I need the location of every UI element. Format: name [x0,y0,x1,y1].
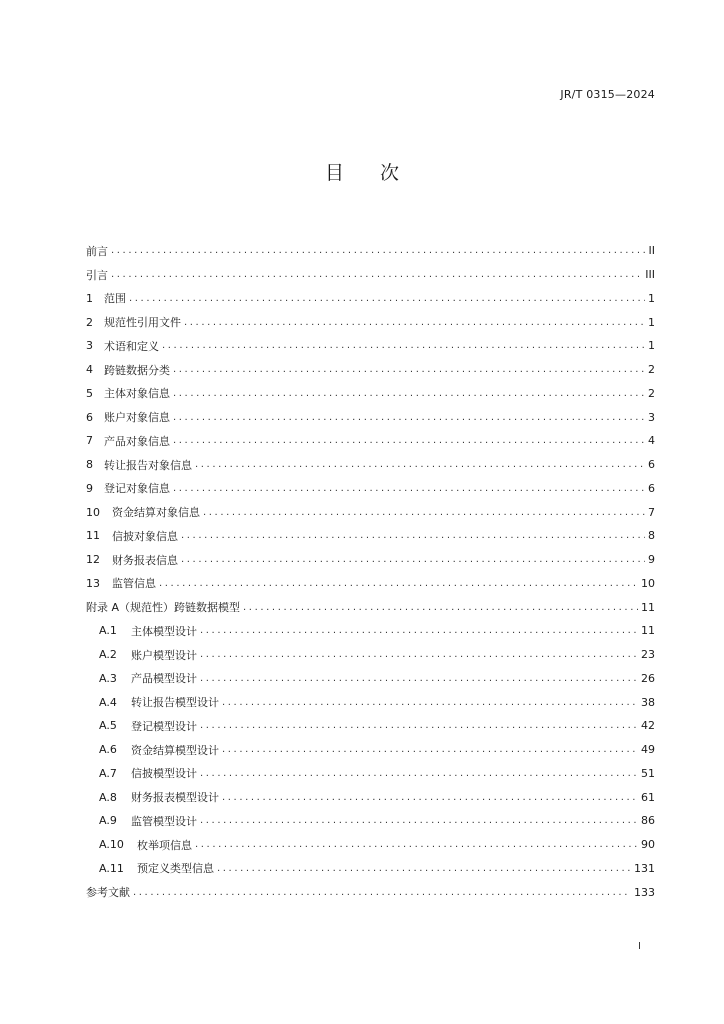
dot-leader [173,483,645,494]
toc-page: 11 [641,624,655,638]
toc-label: 信披模型设计 [131,767,197,781]
toc-page: 2 [648,386,655,400]
toc-entry-9[interactable] [86,477,655,501]
title-char-2: 次 [380,162,400,184]
toc-number: 6 [86,410,93,424]
toc-label: 产品对象信息 [104,434,170,448]
toc-entry-1[interactable] [86,287,655,311]
toc-label: 范围 [104,292,126,306]
toc-label: 预定义类型信息 [137,862,214,876]
dot-leader [181,530,645,541]
toc-number: A.10 [99,838,124,852]
dot-leader [129,293,645,304]
toc-number: 13 [86,576,100,590]
toc-label: 资金结算模型设计 [131,743,219,757]
toc-number: A.8 [99,790,117,804]
toc-entry-a3[interactable] [86,667,655,691]
toc-page: 7 [648,505,655,519]
toc-page: 1 [648,291,655,305]
toc-entry-a6[interactable] [86,738,655,762]
page-number: I [638,941,641,952]
toc-label: 监管模型设计 [131,814,197,828]
dot-leader [133,887,631,898]
toc-number: A.4 [99,695,117,709]
dot-leader [203,507,645,518]
toc-number: 1 [86,291,93,305]
toc-number: A.7 [99,766,117,780]
toc-entry-a8[interactable] [86,785,655,809]
toc-label: 附录 A（规范性）跨链数据模型 [86,601,241,615]
toc-entry-a1[interactable] [86,619,655,643]
toc-entry-2[interactable] [86,310,655,334]
toc-entry-12[interactable] [86,548,655,572]
dot-leader [173,364,645,375]
dot-leader [173,388,645,399]
dot-leader [111,269,642,280]
dot-leader [195,839,638,850]
toc-number: A.5 [99,719,117,733]
toc-label: 资金结算对象信息 [112,506,200,520]
toc-label: 引言 [86,268,108,282]
toc-number: 5 [86,386,93,400]
toc-page: 1 [648,315,655,329]
toc-number: 8 [86,458,93,472]
toc-label: 参考文献 [86,886,130,900]
toc-page: 49 [641,743,655,757]
toc-page: 38 [641,695,655,709]
toc-label: 转让报告对象信息 [104,458,192,472]
toc-number: 10 [86,505,100,519]
page-title [0,158,724,185]
toc-entry-13[interactable] [86,572,655,596]
toc-page: 8 [648,529,655,543]
toc-label: 账户模型设计 [131,648,197,662]
dot-leader [200,673,638,684]
toc-page: 26 [641,671,655,685]
dot-leader [111,245,646,256]
toc-label: 枚举项信息 [137,838,192,852]
toc-entry-10[interactable] [86,500,655,524]
toc-label: 登记模型设计 [131,719,197,733]
toc-entry-6[interactable] [86,405,655,429]
dot-leader [200,720,638,731]
toc-page: 1 [648,339,655,353]
toc-label: 规范性引用文件 [104,316,181,330]
toc-entry-8[interactable] [86,453,655,477]
table-of-contents [86,239,655,904]
dot-leader [217,863,631,874]
dot-leader [200,649,638,660]
toc-entry-foreword[interactable] [86,239,655,263]
document-code: JR/T 0315—2024 [560,88,655,101]
toc-number: A.3 [99,671,117,685]
title-char-1: 目 [324,162,344,184]
toc-entry-7[interactable] [86,429,655,453]
toc-entry-a4[interactable] [86,690,655,714]
dot-leader [200,768,638,779]
toc-entry-3[interactable] [86,334,655,358]
toc-page: 42 [641,719,655,733]
toc-label: 监管信息 [112,577,156,591]
toc-number: A.6 [99,743,117,757]
dot-leader [222,744,638,755]
toc-page: 4 [648,434,655,448]
toc-page: 23 [641,648,655,662]
toc-page: 133 [634,885,655,899]
toc-label: 账户对象信息 [104,411,170,425]
toc-number: 11 [86,529,100,543]
toc-entry-a5[interactable] [86,714,655,738]
dot-leader [162,340,645,351]
toc-page: 10 [641,576,655,590]
toc-entry-5[interactable] [86,382,655,406]
toc-page: 9 [648,553,655,567]
toc-number: A.1 [99,624,117,638]
dot-leader [195,459,645,470]
toc-number: 12 [86,553,100,567]
toc-number: A.2 [99,648,117,662]
toc-label: 信披对象信息 [112,529,178,543]
toc-entry-4[interactable] [86,358,655,382]
dot-leader [173,412,645,423]
toc-number: 4 [86,363,93,377]
toc-number: A.11 [99,861,124,875]
toc-label: 主体对象信息 [104,387,170,401]
toc-page: 90 [641,838,655,852]
toc-number: A.9 [99,814,117,828]
toc-page: 11 [641,600,655,614]
toc-entry-appendix-a[interactable] [86,595,655,619]
toc-page: 61 [641,790,655,804]
toc-page: 86 [641,814,655,828]
dot-leader [200,625,638,636]
dot-leader [159,578,638,589]
toc-page: 131 [634,861,655,875]
toc-label: 跨链数据分类 [104,363,170,377]
toc-entry-a9[interactable] [86,809,655,833]
toc-label: 产品模型设计 [131,672,197,686]
toc-number: 3 [86,339,93,353]
dot-leader [243,602,638,613]
toc-number: 9 [86,481,93,495]
toc-label: 登记对象信息 [104,482,170,496]
toc-label: 转让报告模型设计 [131,696,219,710]
toc-number: 7 [86,434,93,448]
toc-page: 6 [648,458,655,472]
dot-leader [200,815,638,826]
toc-entry-a10[interactable] [86,833,655,857]
toc-entry-11[interactable] [86,524,655,548]
toc-label: 术语和定义 [104,339,159,353]
dot-leader [181,554,645,565]
toc-label: 主体模型设计 [131,624,197,638]
toc-entry-a2[interactable] [86,643,655,667]
toc-label: 财务报表信息 [112,553,178,567]
toc-page: 2 [648,363,655,377]
toc-label: 前言 [86,244,108,258]
dot-leader [173,435,645,446]
toc-entry-a7[interactable] [86,762,655,786]
toc-page: 6 [648,481,655,495]
toc-page: 51 [641,766,655,780]
toc-entry-introduction[interactable] [86,263,655,287]
dot-leader [184,317,645,328]
toc-page: III [645,268,655,282]
toc-number: 2 [86,315,93,329]
toc-entry-bibliography[interactable] [86,880,655,904]
toc-entry-a11[interactable] [86,857,655,881]
toc-page: 3 [648,410,655,424]
dot-leader [222,792,638,803]
toc-label: 财务报表模型设计 [131,791,219,805]
dot-leader [222,697,638,708]
toc-page: II [648,244,655,258]
